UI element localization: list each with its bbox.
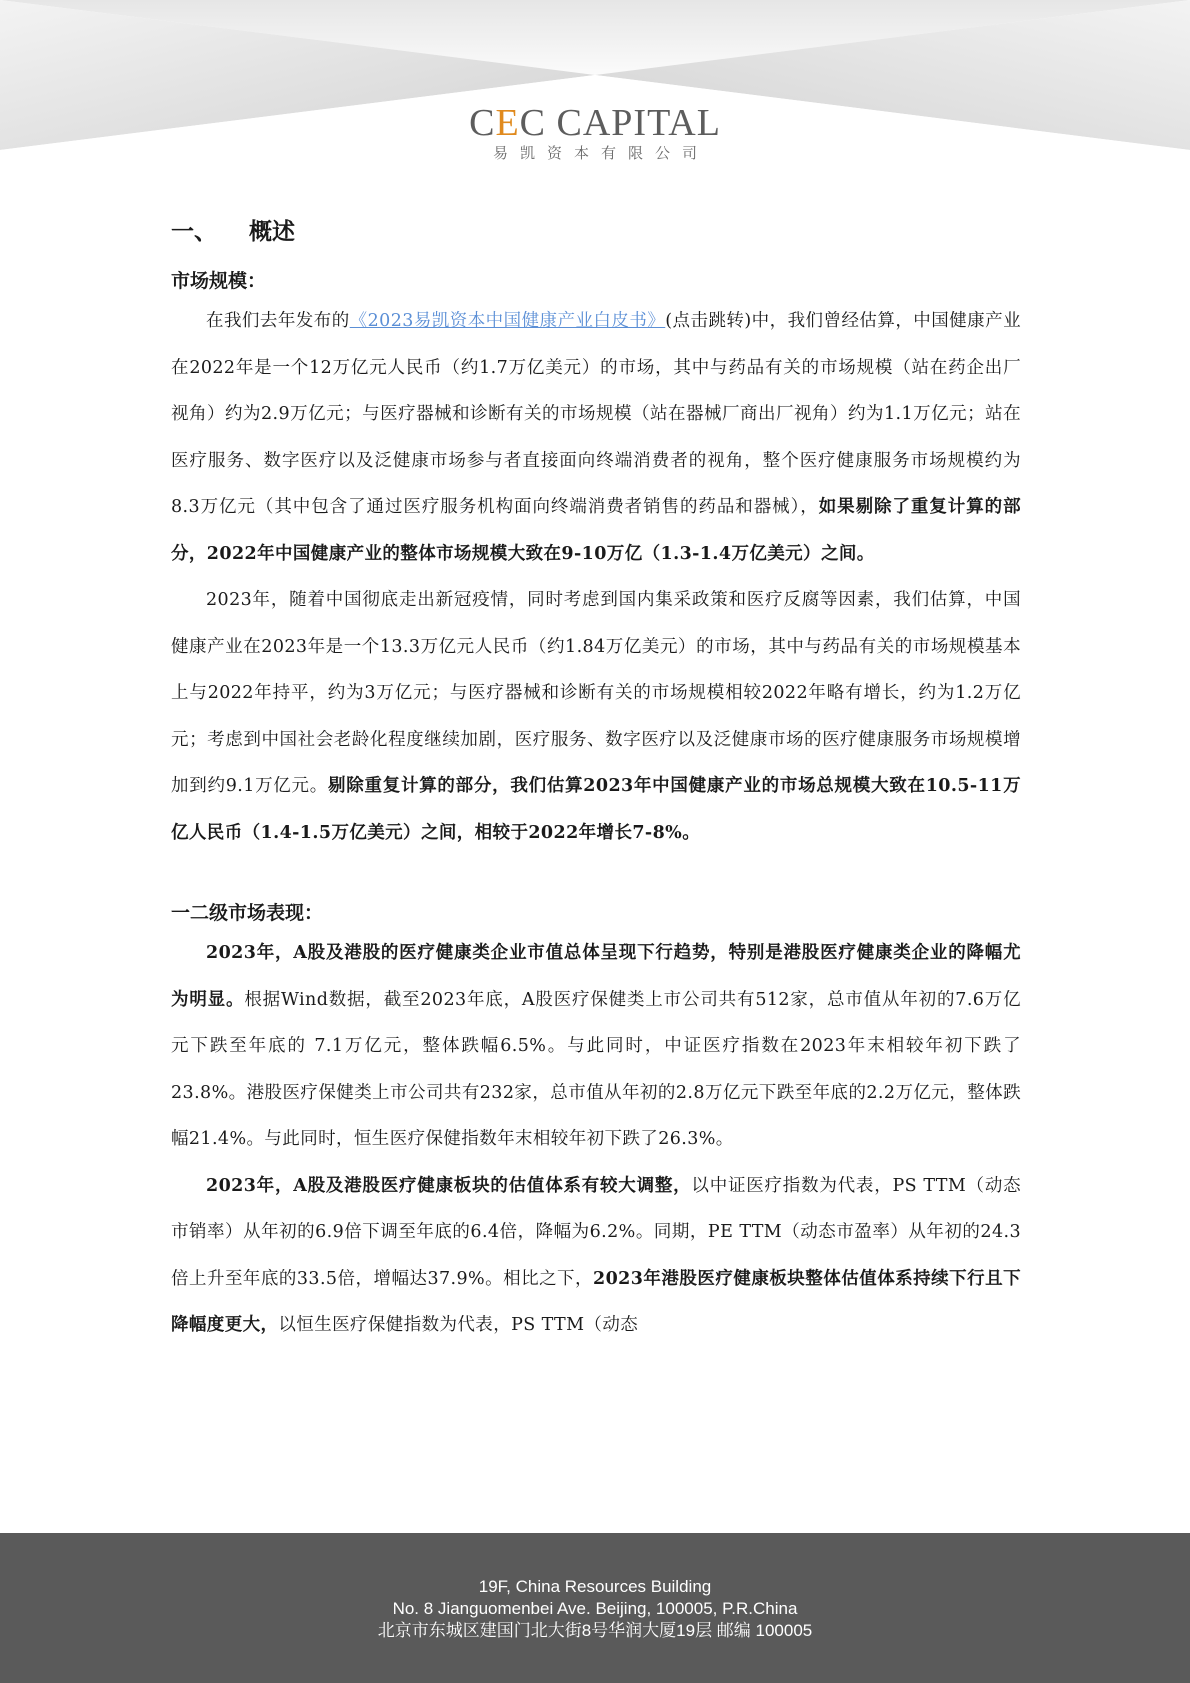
paragraph-emphasis: 2023年，A股及港股的医疗健康类企业市值总体呈现下行趋势，特别是港股医疗健康类企业的降幅尤为明显。 (171, 943, 1021, 1010)
paragraph-market-size-2022 (171, 298, 1021, 577)
logo-word: C CAPITAL (519, 102, 721, 144)
subheading-market-performance: 一二级市场表现： (171, 902, 324, 924)
paragraph-text: 2023年，随着中国彻底走出新冠疫情，同时考虑到国内集采政策和医疗反腐等因素，我们估算，中国健康产业在2023年是一个13.3万亿元人民币（约1.84万亿美元）的市场，其中与药品有关的市场规模基本上与2022年持平，约为3万亿元；与医疗器械和诊断有关的市场规模相较2022年略有增长，约为1.2万亿元；考虑到中国社会老龄化程度继续加剧，医疗服务、数字医疗以及泛健康市场的医疗健康服务市场规模增加到约9.1万亿元。 (171, 590, 1021, 796)
paragraph-market-value (171, 930, 1021, 1163)
footer-address-line-3: 北京市东城区建国门北大街8号华润大厦19层 邮编 100005 (377, 1621, 813, 1640)
paragraph-emphasis: 如果剔除了重复计算的部分，2022年中国健康产业的整体市场规模大致在9-10万亿（1.3-1.4万亿美元）之间。 (171, 497, 1021, 564)
section-title: 概述 (249, 218, 295, 245)
section-spacer (171, 856, 1021, 896)
whitepaper-link[interactable]: 《2023易凯资本中国健康产业白皮书》 (349, 311, 666, 331)
logo-letter: C (469, 102, 496, 144)
paragraph-text: 以恒生医疗保健指数为代表，PS TTM（动态 (278, 1315, 639, 1335)
paragraph-text: (点击跳转)中，我们曾经估算，中国健康产业在2022年是一个12万亿元人民币（约1.7万亿美元）的市场，其中与药品有关的市场规模（站在药企出厂视角）约为2.9万亿元；与医疗器械和诊断有关的市场规模（站在器械厂商出厂视角）约为1.1万亿元；站在医疗服务、数字医疗以及泛健康市场参与者直接面向终端消费者的视角，整个医疗健康服务市场规模约为8.3万亿元（其中包含了通过医疗服务机构面向终端消费者销售的药品和器械）， (171, 311, 1021, 517)
paragraph-emphasis: 2023年，A股及港股医疗健康板块的估值体系有较大调整， (206, 1175, 692, 1196)
paragraph-text: 以中证医疗指数为代表，PS TTM（动态市销率）从年初的6.9倍下调至年底的6.4倍，降幅为6.2%。同期，PE TTM（动态市盈率）从年初的24.3倍上升至年底的33.5倍，增幅达37.9%。相比之下， (171, 1175, 1021, 1289)
company-logo (0, 103, 1190, 163)
paragraph-emphasis: 剔除重复计算的部分，我们估算2023年中国健康产业的市场总规模大致在10.5-11万亿人民币（1.4-1.5万亿美元）之间，相较于2022年增长7-8%。 (171, 776, 1021, 843)
logo-subtitle: 易凯资本有限公司 (492, 144, 709, 162)
paragraph-emphasis: 2023年港股医疗健康板块整体估值体系持续下行且下降幅度更大， (171, 1268, 1021, 1335)
section-heading (171, 212, 1021, 264)
footer-address-line-1: 19F, China Resources Building (478, 1577, 712, 1596)
paragraph-text: 根据Wind数据，截至2023年底，A股医疗保健类上市公司共有512家，总市值从年初的7.6万亿元下跌至年底的 7.1万亿元，整体跌幅6.5%。与此同时，中证医疗指数在2023年末相较年初下跌了23.8%。港股医疗保健类上市公司共有232家，总市值从年初的2.8万亿元下跌至年底的2.2万亿元，整体跌幅21.4%。与此同时，恒生医疗保健指数年末相较年初下跌了26.3%。 (171, 989, 1021, 1149)
paragraph-market-size-2023 (171, 577, 1021, 856)
paragraph-text: 在我们去年发布的 (206, 311, 350, 331)
section-number: 一、 (171, 218, 217, 245)
page-footer (0, 1533, 1190, 1683)
logo-wordmark (0, 103, 1190, 143)
document-body (171, 212, 1021, 1349)
logo-accent-letter: E (495, 102, 520, 144)
footer-address-line-2: No. 8 Jianguomenbei Ave. Beijing, 100005, P.R.China (392, 1599, 798, 1618)
paragraph-valuation (171, 1163, 1021, 1349)
subheading-market-size: 市场规模： (171, 270, 267, 292)
